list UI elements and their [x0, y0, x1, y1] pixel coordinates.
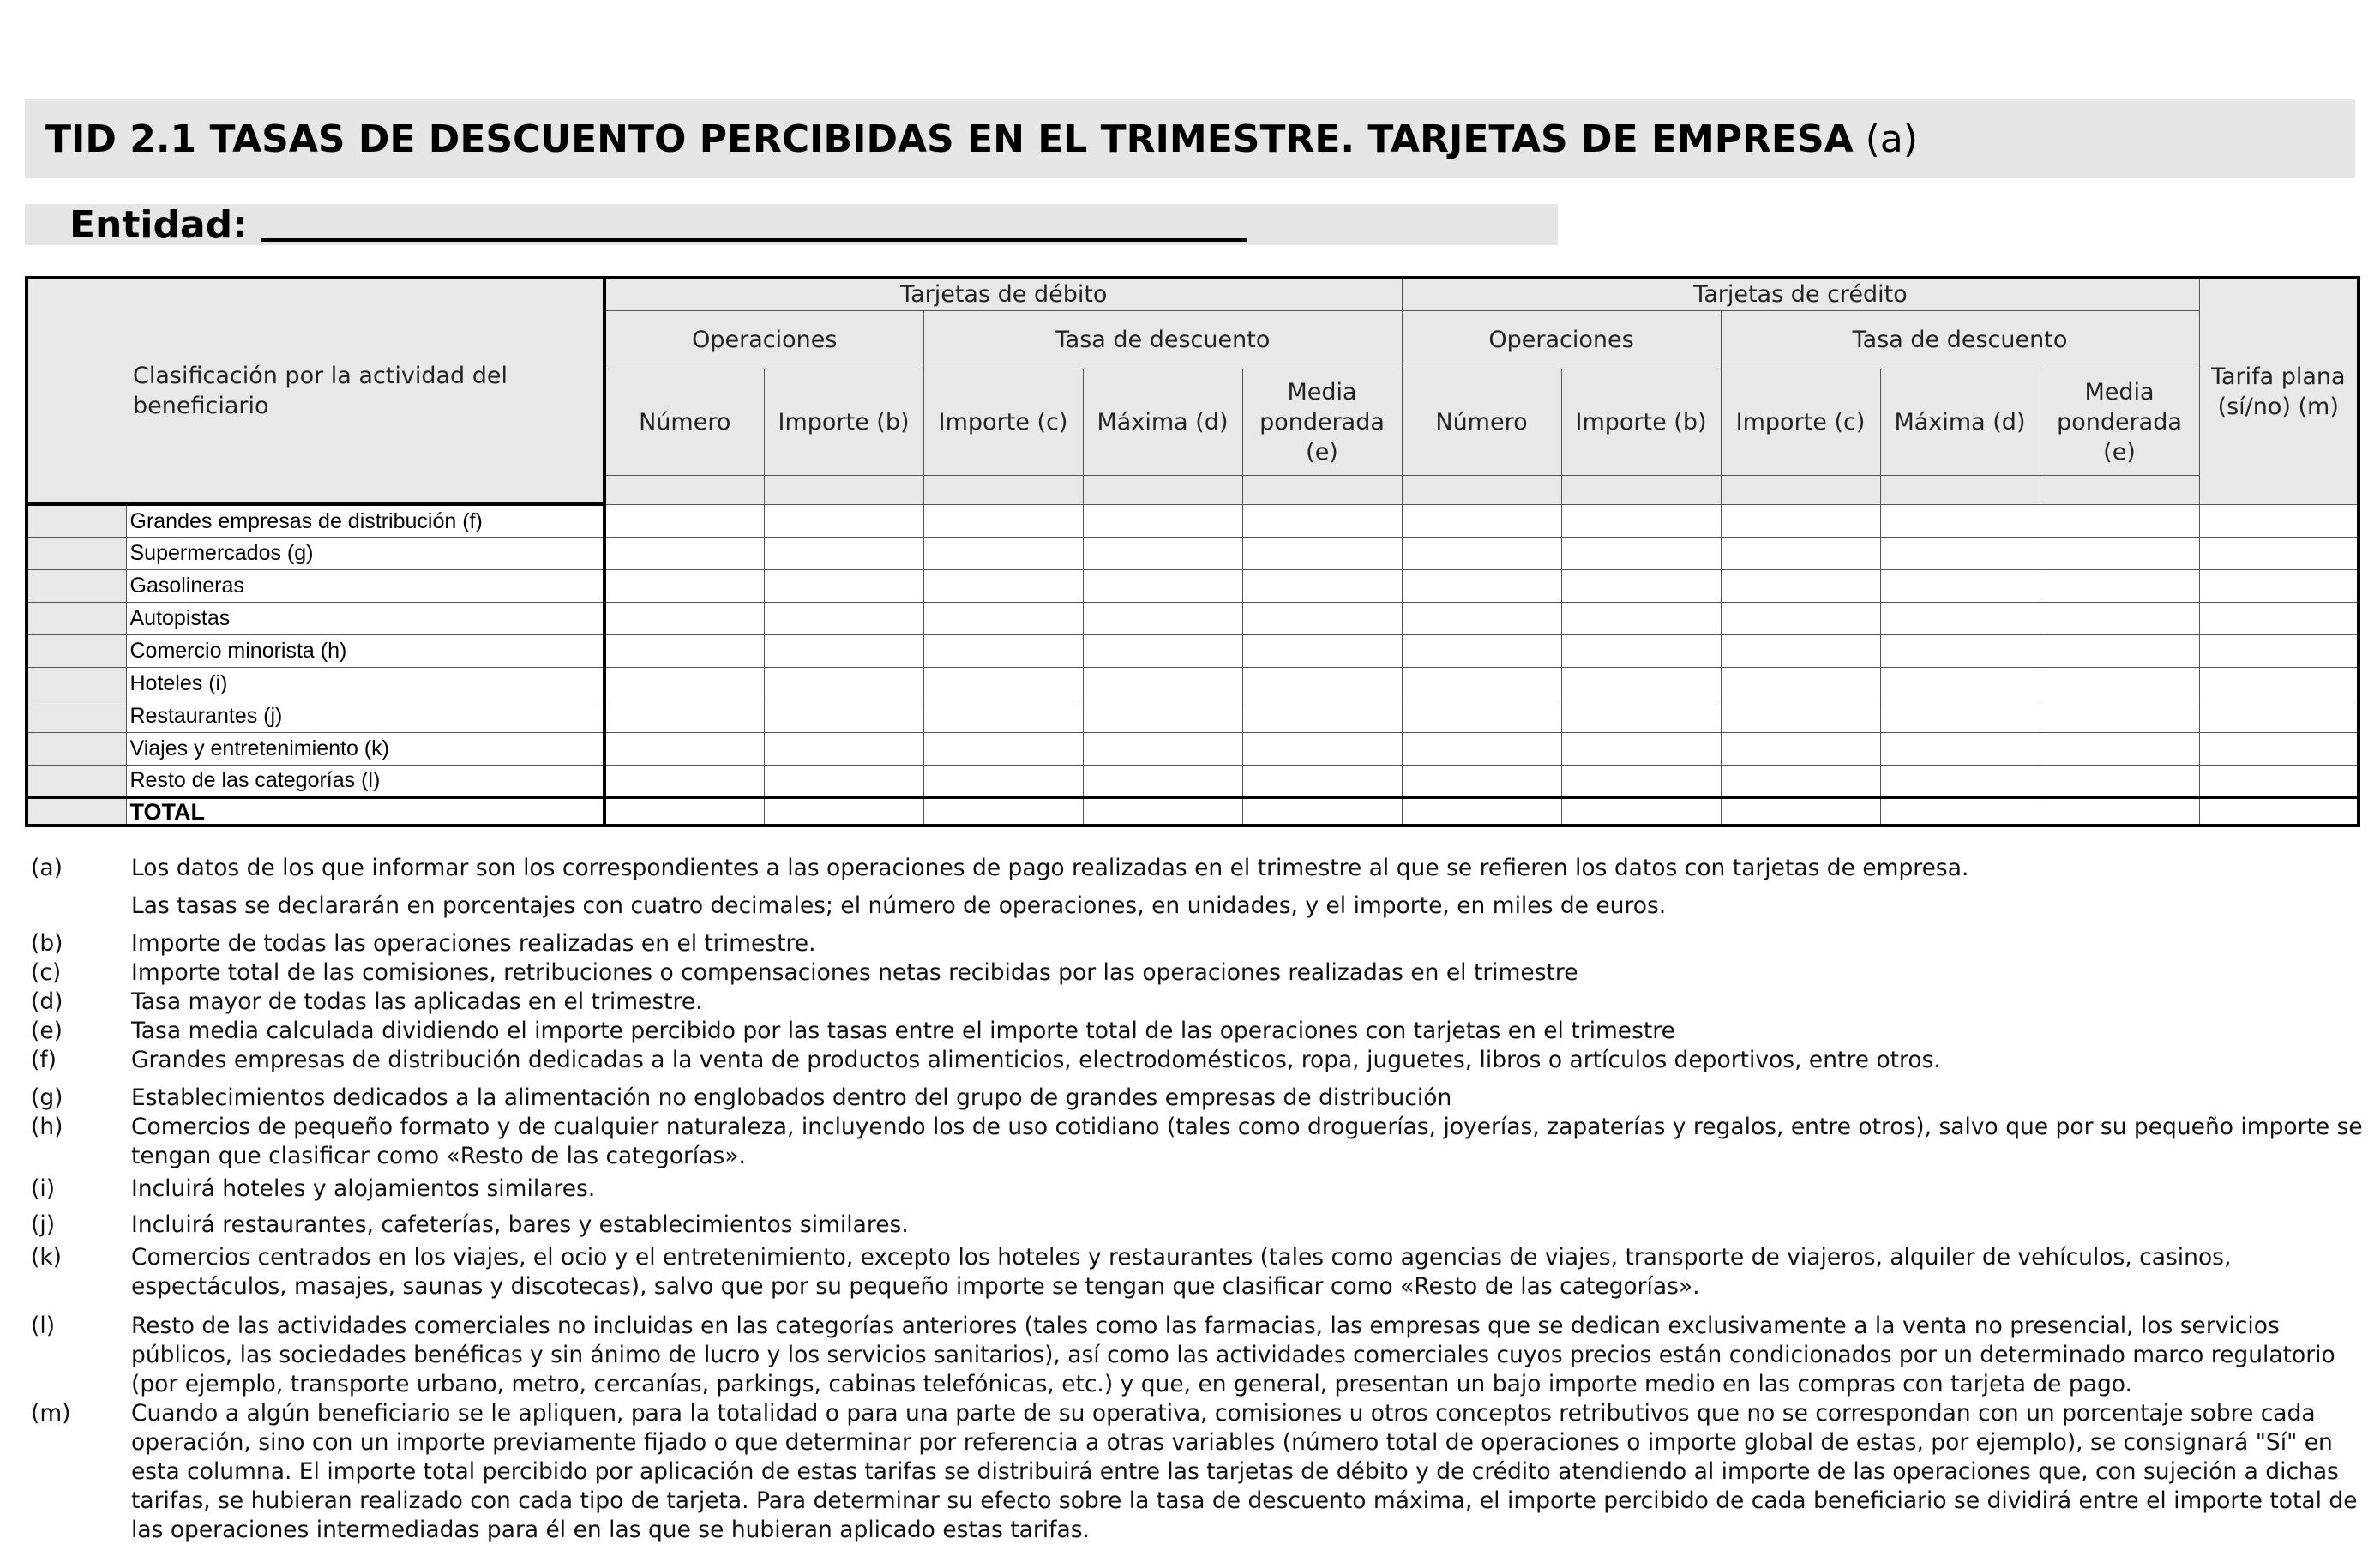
data-cell[interactable]: [1561, 732, 1721, 765]
total-row: [27, 797, 2359, 826]
data-cell[interactable]: [764, 700, 923, 732]
data-cell[interactable]: [2199, 634, 2359, 667]
data-rows: [27, 504, 2359, 826]
footnote-key: (e): [31, 1018, 63, 1044]
code-cell: [1242, 475, 1402, 504]
data-cell[interactable]: [764, 797, 923, 826]
footnote-text: Incluirá hoteles y alojamientos similares.: [131, 1175, 596, 1202]
row-label: Hoteles (i): [126, 667, 604, 700]
footnote-text: Importe de todas las operaciones realizadas en el trimestre.: [131, 930, 816, 957]
footnote: [31, 892, 2363, 921]
data-cell[interactable]: [1083, 602, 1242, 634]
data-cell[interactable]: [2199, 569, 2359, 602]
footnote-text: Cuando a algún beneficiario se le apliquen, para la totalidad o para una parte de su operativa, comisiones u otros conceptos retributivos que no se correspondan con un porcentaje sobre cada operación, sino con un importe previamente fijado o que determinar por referencia a otras variables (número total de operaciones o importe global de estas, por ejemplo), se consignará "Sí" en esta columna. El importe total percibido por aplicación de estas tarifas se distribuirá entre las tarjetas de débito y de crédito atendiendo al importe de las operaciones que, con sujeción a dichas tarifas, se hubieran realizado con cada tipo de tarjeta. Para determinar su efecto sobre la tasa de descuento máxima, el importe percibido de cada beneficiario se dividirá entre el importe total de las operaciones intermediadas para él en las que se hubieran aplicado estas tarifas.: [131, 1400, 2358, 1543]
data-cell[interactable]: [1402, 634, 1561, 667]
code-cell: [923, 475, 1083, 504]
data-cell[interactable]: [1402, 797, 1561, 826]
data-cell[interactable]: [2040, 537, 2199, 569]
data-cell[interactable]: [1083, 732, 1242, 765]
footnote-key: (k): [31, 1244, 63, 1271]
footnote: [31, 1046, 2363, 1075]
table-row: [27, 504, 2359, 537]
table-row: [27, 602, 2359, 634]
data-cell[interactable]: [923, 569, 1083, 602]
row-code-cell[interactable]: [27, 602, 126, 634]
row-code-cell[interactable]: [27, 732, 126, 765]
data-cell[interactable]: [604, 602, 764, 634]
data-cell[interactable]: [1561, 700, 1721, 732]
data-cell[interactable]: [1242, 765, 1402, 797]
row-label: Supermercados (g): [126, 537, 604, 569]
data-cell[interactable]: [1880, 765, 2040, 797]
data-cell[interactable]: [1083, 537, 1242, 569]
data-cell[interactable]: [764, 732, 923, 765]
footnote-key: (b): [31, 930, 63, 957]
data-cell[interactable]: [923, 797, 1083, 826]
row-label: Autopistas: [126, 602, 604, 634]
data-cell[interactable]: [604, 504, 764, 537]
code-cell: [1721, 475, 1880, 504]
footnote: [31, 1399, 2363, 1545]
data-cell[interactable]: [1561, 797, 1721, 826]
footnote: [31, 854, 2363, 883]
entity-input-line[interactable]: [261, 207, 1247, 242]
table-row: [27, 537, 2359, 569]
data-cell[interactable]: [1721, 602, 1880, 634]
data-cell[interactable]: [2040, 732, 2199, 765]
data-cell[interactable]: [1242, 797, 1402, 826]
data-cell[interactable]: [604, 797, 764, 826]
footnote-text: Establecimientos dedicados a la alimentación no englobados dentro del grupo de grandes empresas de distribución: [131, 1084, 1452, 1111]
entity-label: Entidad:: [69, 202, 248, 247]
data-cell[interactable]: [1083, 504, 1242, 537]
row-label: Grandes empresas de distribución (f): [126, 504, 604, 537]
data-cell[interactable]: [2040, 765, 2199, 797]
data-cell[interactable]: [1880, 797, 2040, 826]
credit-media-header: Media ponderada (e): [2040, 369, 2199, 475]
footnote-text: Los datos de los que informar son los correspondientes a las operaciones de pago realizadas en el trimestre al que se refieren los datos con tarjetas de empresa.: [131, 855, 1969, 881]
row-code-cell[interactable]: [27, 667, 126, 700]
footnote-key: (c): [31, 959, 62, 986]
data-cell[interactable]: [604, 634, 764, 667]
data-cell[interactable]: [604, 700, 764, 732]
footnote-key: (i): [31, 1175, 56, 1202]
debit-importe-b-header: Importe (b): [764, 369, 923, 475]
footnote-text: Comercios de pequeño formato y de cualquier naturaleza, incluyendo los de uso cotidiano (tales como droguerías, joyerías, zapaterías y regalos, entre otros), salvo que por su pequeño importe se tengan que clasificar como «Resto de las categorías».: [131, 1114, 2363, 1169]
data-cell[interactable]: [1083, 634, 1242, 667]
debit-discount-rate-header: Tasa de descuento: [923, 310, 1402, 369]
data-cell[interactable]: [764, 602, 923, 634]
data-cell[interactable]: [764, 537, 923, 569]
data-cell[interactable]: [923, 537, 1083, 569]
data-cell[interactable]: [923, 667, 1083, 700]
footnote: [31, 1084, 2363, 1113]
form-title: TID 2.1 TASAS DE DESCUENTO PERCIBIDAS EN EL TRIMESTRE. TARJETAS DE EMPRESA: [45, 117, 1854, 161]
row-label: Comercio minorista (h): [126, 634, 604, 667]
data-cell[interactable]: [1880, 732, 2040, 765]
footnote-text: Incluirá restaurantes, cafeterías, bares y establecimientos similares.: [131, 1211, 909, 1238]
data-cell[interactable]: [1561, 504, 1721, 537]
footnote-text: Tasa media calculada dividiendo el importe percibido por las tasas entre el importe total de las operaciones con tarjetas en el trimestre: [131, 1018, 1675, 1044]
code-cell: [1561, 475, 1721, 504]
discount-rates-table: [25, 276, 2360, 827]
data-cell[interactable]: [1880, 700, 2040, 732]
data-cell[interactable]: [1242, 667, 1402, 700]
data-cell[interactable]: [923, 765, 1083, 797]
data-cell[interactable]: [2040, 797, 2199, 826]
code-cell: [764, 475, 923, 504]
data-cell[interactable]: [1721, 634, 1880, 667]
data-cell[interactable]: [923, 732, 1083, 765]
flat-rate-header: Tarifa plana (sí/no) (m): [2199, 278, 2359, 504]
data-cell[interactable]: [764, 765, 923, 797]
form-title-bar: [25, 99, 2355, 178]
data-cell[interactable]: [2199, 700, 2359, 732]
footnote-key: (j): [31, 1211, 56, 1238]
data-cell[interactable]: [1721, 667, 1880, 700]
data-cell[interactable]: [1880, 634, 2040, 667]
table-row: [27, 732, 2359, 765]
data-cell[interactable]: [1083, 765, 1242, 797]
data-cell[interactable]: [1402, 765, 1561, 797]
data-cell[interactable]: [1721, 765, 1880, 797]
data-cell[interactable]: [2040, 569, 2199, 602]
footnote-key: (g): [31, 1084, 63, 1111]
footnote-text: Las tasas se declararán en porcentajes con cuatro decimales; el número de operaciones, en unidades, y el importe, en miles de euros.: [131, 892, 1667, 919]
data-cell[interactable]: [764, 504, 923, 537]
data-cell[interactable]: [1083, 797, 1242, 826]
credit-maxima-header: Máxima (d): [1880, 369, 2040, 475]
data-cell[interactable]: [1242, 569, 1402, 602]
classification-header: Clasificación por la actividad del beneficiario: [27, 278, 604, 504]
data-cell[interactable]: [1561, 602, 1721, 634]
footnote: [31, 1113, 2363, 1171]
data-cell[interactable]: [1721, 797, 1880, 826]
data-cell[interactable]: [923, 634, 1083, 667]
debit-maxima-header: Máxima (d): [1083, 369, 1242, 475]
footnote: [31, 988, 2363, 1017]
data-cell[interactable]: [1083, 700, 1242, 732]
debit-operations-header: Operaciones: [604, 310, 923, 369]
data-cell[interactable]: [1402, 569, 1561, 602]
data-cell[interactable]: [1721, 504, 1880, 537]
data-cell[interactable]: [1880, 537, 2040, 569]
data-cell[interactable]: [1880, 504, 2040, 537]
row-label: Gasolineras: [126, 569, 604, 602]
footnote-text: Tasa mayor de todas las aplicadas en el trimestre.: [131, 988, 703, 1015]
data-cell[interactable]: [1083, 569, 1242, 602]
data-cell[interactable]: [1880, 569, 2040, 602]
data-cell[interactable]: [764, 667, 923, 700]
row-label: Viajes y entretenimiento (k): [126, 732, 604, 765]
data-cell[interactable]: [1561, 765, 1721, 797]
data-cell[interactable]: [1561, 667, 1721, 700]
debit-group-header: Tarjetas de débito: [604, 278, 1402, 310]
footnote-key: (h): [31, 1114, 63, 1140]
row-label: TOTAL: [126, 797, 604, 826]
footnote-text: Resto de las actividades comerciales no incluidas en las categorías anteriores (tales como las farmacias, las empresas que se dedican exclusivamente a la venta no presencial, los servicios públicos, las sociedades benéficas y sin ánimo de lucro y los servicios sanitarios), así como las actividades comerciales cuyos precios están condicionados por un determinado marco regulatorio (por ejemplo, transporte urbano, metro, cercanías, parkings, cabinas telefónicas, etc.) y que, en general, presentan un bajo importe medio en las compras con tarjeta de pago.: [131, 1313, 2335, 1397]
footnote: [31, 1312, 2363, 1399]
debit-numero-header: Número: [604, 369, 764, 475]
footnote: [31, 1017, 2363, 1046]
entity-bar: [25, 204, 1558, 245]
data-cell[interactable]: [1721, 700, 1880, 732]
footnotes: [31, 854, 2363, 1545]
data-cell[interactable]: [604, 765, 764, 797]
data-cell[interactable]: [1402, 504, 1561, 537]
data-cell[interactable]: [1083, 667, 1242, 700]
credit-numero-header: Número: [1402, 369, 1561, 475]
data-cell[interactable]: [1402, 700, 1561, 732]
data-cell[interactable]: [1242, 634, 1402, 667]
row-code-cell[interactable]: [27, 537, 126, 569]
data-cell[interactable]: [1242, 537, 1402, 569]
footnote-text: Grandes empresas de distribución dedicadas a la venta de productos alimenticios, electrodomésticos, ropa, juguetes, libros o artículos deportivos, entre otros.: [131, 1047, 1941, 1073]
data-cell[interactable]: [2040, 602, 2199, 634]
code-cell: [1402, 475, 1561, 504]
row-code-cell[interactable]: [27, 765, 126, 797]
code-cell: [1880, 475, 2040, 504]
data-cell[interactable]: [2040, 667, 2199, 700]
data-cell[interactable]: [764, 569, 923, 602]
data-cell[interactable]: [1402, 732, 1561, 765]
data-cell[interactable]: [2199, 602, 2359, 634]
data-cell[interactable]: [2199, 504, 2359, 537]
data-cell[interactable]: [2199, 732, 2359, 765]
row-code-cell[interactable]: [27, 700, 126, 732]
data-cell[interactable]: [1721, 732, 1880, 765]
data-cell[interactable]: [604, 569, 764, 602]
data-cell[interactable]: [1721, 569, 1880, 602]
footnote: [31, 958, 2363, 988]
data-cell[interactable]: [604, 732, 764, 765]
footnote: [31, 929, 2363, 958]
data-cell[interactable]: [2199, 537, 2359, 569]
footnote-key: (l): [31, 1313, 56, 1339]
code-cell: [604, 475, 764, 504]
data-cell[interactable]: [2040, 504, 2199, 537]
data-cell[interactable]: [2040, 634, 2199, 667]
credit-operations-header: Operaciones: [1402, 310, 1721, 369]
data-cell[interactable]: [604, 537, 764, 569]
credit-group-header: Tarjetas de crédito: [1402, 278, 2199, 310]
footnote-key: (a): [31, 855, 63, 881]
data-cell[interactable]: [1402, 537, 1561, 569]
data-cell[interactable]: [2040, 700, 2199, 732]
data-cell[interactable]: [2199, 667, 2359, 700]
footnote: [31, 1175, 2363, 1204]
debit-media-header: Media ponderada (e): [1242, 369, 1402, 475]
data-cell[interactable]: [1561, 537, 1721, 569]
data-cell[interactable]: [1242, 602, 1402, 634]
data-cell[interactable]: [1402, 667, 1561, 700]
credit-importe-c-header: Importe (c): [1721, 369, 1880, 475]
data-cell[interactable]: [1880, 667, 2040, 700]
data-cell[interactable]: [764, 634, 923, 667]
table-row: [27, 700, 2359, 732]
code-cell: [1083, 475, 1242, 504]
footnote-text: Comercios centrados en los viajes, el ocio y el entretenimiento, excepto los hoteles y restaurantes (tales como agencias de viajes, transporte de viajeros, alquiler de vehículos, casinos, espectáculos, masajes, saunas y discotecas), salvo que por su pequeño importe se tengan que clasificar como «Resto de las categorías».: [131, 1244, 2232, 1300]
row-code-cell[interactable]: [27, 634, 126, 667]
data-cell[interactable]: [1242, 504, 1402, 537]
footnote-text: Importe total de las comisiones, retribuciones o compensaciones netas recibidas por las operaciones realizadas en el trimestre: [131, 959, 1578, 986]
footnote-key: (m): [31, 1400, 71, 1427]
debit-importe-c-header: Importe (c): [923, 369, 1083, 475]
data-cell[interactable]: [1561, 634, 1721, 667]
data-cell[interactable]: [923, 602, 1083, 634]
data-cell[interactable]: [1402, 602, 1561, 634]
data-cell[interactable]: [2199, 797, 2359, 826]
data-cell[interactable]: [1242, 700, 1402, 732]
data-cell[interactable]: [923, 504, 1083, 537]
footnote: [31, 1243, 2363, 1301]
row-label: Restaurantes (j): [126, 700, 604, 732]
form-title-note: (a): [1865, 117, 1919, 161]
data-cell[interactable]: [1721, 537, 1880, 569]
data-cell[interactable]: [1880, 602, 2040, 634]
footnote-key: (f): [31, 1047, 57, 1073]
data-cell[interactable]: [1242, 732, 1402, 765]
data-cell[interactable]: [604, 667, 764, 700]
data-cell[interactable]: [2199, 765, 2359, 797]
data-cell[interactable]: [923, 700, 1083, 732]
row-label: Resto de las categorías (l): [126, 765, 604, 797]
table-row: [27, 634, 2359, 667]
table-row: [27, 569, 2359, 602]
data-cell[interactable]: [1561, 569, 1721, 602]
footnote-key: [31, 892, 131, 921]
table-row: [27, 765, 2359, 797]
credit-discount-rate-header: Tasa de descuento: [1721, 310, 2199, 369]
row-code-cell[interactable]: [27, 504, 126, 537]
footnote-key: (d): [31, 988, 63, 1015]
table-row: [27, 667, 2359, 700]
code-cell: [2040, 475, 2199, 504]
row-code-cell[interactable]: [27, 797, 126, 826]
row-code-cell[interactable]: [27, 569, 126, 602]
credit-importe-b-header: Importe (b): [1561, 369, 1721, 475]
footnote: [31, 1211, 2363, 1240]
